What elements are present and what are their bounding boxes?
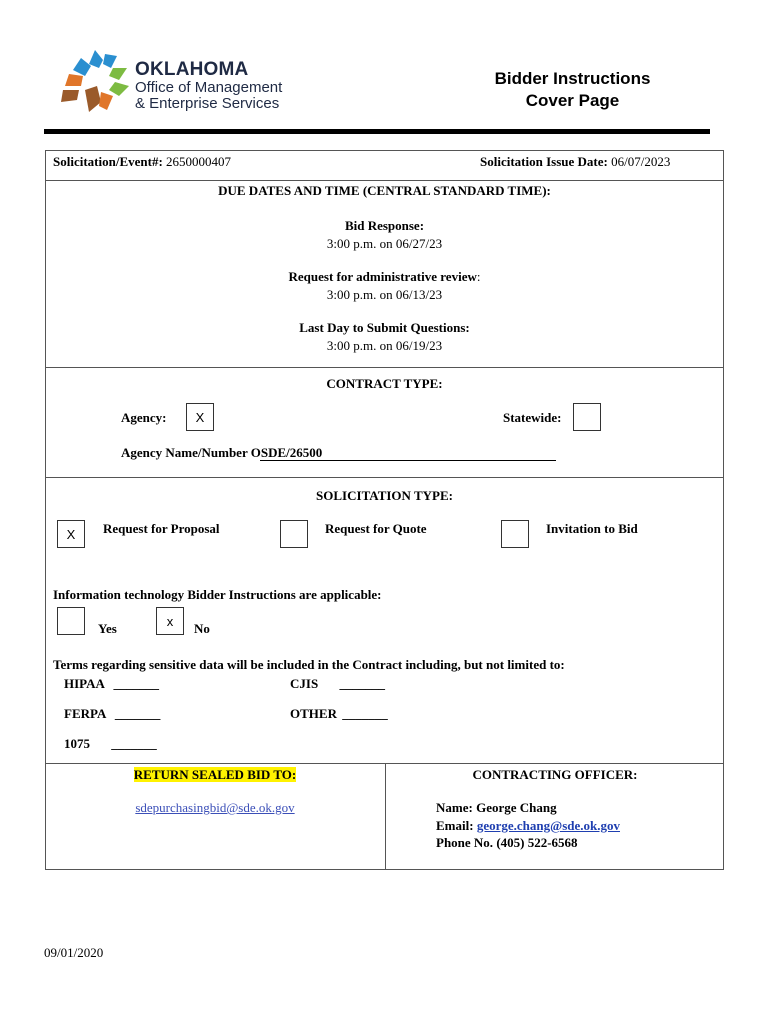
ferpa-label: FERPA [64, 706, 106, 721]
agency-label: Agency: [121, 410, 167, 425]
officer-phone-value: (405) 522-6568 [496, 835, 578, 850]
sensitive-item [290, 706, 388, 722]
sensitive-item [64, 736, 157, 752]
rfp-checkbox[interactable]: X [57, 520, 85, 548]
officer-email [436, 818, 620, 834]
solicitation-event [53, 154, 231, 170]
oklahoma-star-logo-icon [55, 46, 133, 118]
officer-name-label: Name: [436, 800, 473, 815]
revision-date: 09/01/2020 [44, 945, 104, 960]
it-yes-label: Yes [98, 621, 117, 636]
solicitation-event-number: 2650000407 [166, 154, 232, 169]
issue-date-value: 06/07/2023 [611, 154, 671, 169]
contracting-officer-heading: CONTRACTING OFFICER: [472, 767, 638, 782]
itb-label: Invitation to Bid [546, 521, 638, 536]
contract-type-heading: CONTRACT TYPE: [326, 376, 443, 391]
officer-phone [436, 835, 578, 851]
officer-name-value: George Chang [476, 800, 557, 815]
rfq-label: Request for Quote [325, 521, 427, 536]
agency-checkbox[interactable]: X [186, 403, 214, 431]
statewide-checkbox[interactable] [573, 403, 601, 431]
omes-logo [55, 46, 315, 118]
agency-name-number [121, 445, 322, 461]
questions-value: 3:00 p.m. on 06/19/23 [326, 338, 443, 353]
it-no-label: No [194, 621, 210, 636]
logo-state-name: OKLAHOMA [135, 59, 249, 80]
bid-response-label: Bid Response: [344, 218, 425, 233]
officer-name [436, 800, 557, 816]
due-dates-heading: DUE DATES AND TIME (CENTRAL STANDARD TIME): [218, 183, 551, 198]
return-bid-heading-wrap [45, 767, 385, 783]
officer-email-link[interactable]: george.chang@sde.ok.gov [476, 818, 620, 833]
questions-label: Last Day to Submit Questions: [299, 320, 470, 335]
document-title-line-1: Bidder Instructions [494, 69, 651, 88]
return-bid-heading: RETURN SEALED BID TO: [133, 767, 297, 782]
rfp-label: Request for Proposal [103, 521, 220, 536]
it-yes-checkbox[interactable] [57, 607, 85, 635]
sensitive-item [64, 676, 159, 692]
agency-name-underline [260, 460, 556, 461]
irs-1075-blank: _______ [111, 736, 157, 751]
divider-due-dates [45, 367, 724, 368]
return-bid-email-link[interactable]: sdepurchasingbid@sde.ok.gov [135, 800, 295, 815]
form-frame [45, 150, 724, 870]
issue-date-label: Solicitation Issue Date: [480, 154, 608, 169]
hipaa-label: HIPAA [64, 676, 105, 691]
officer-email-label: Email: [436, 818, 474, 833]
admin-review-colon: : [476, 269, 481, 284]
agency-name-label: Agency Name/Number [121, 445, 248, 460]
irs-1075-label: 1075 [64, 736, 90, 751]
solicitation-event-label: Solicitation/Event#: [53, 154, 163, 169]
bid-response-value: 3:00 p.m. on 06/27/23 [326, 236, 443, 251]
cjis-label: CJIS [290, 676, 319, 691]
sensitive-item [64, 706, 160, 722]
admin-review-label: Request for administrative review [288, 269, 477, 284]
divider-solicitation [45, 180, 724, 181]
header-rule [44, 129, 710, 134]
it-instructions-question: Information technology Bidder Instructions are applicable: [53, 587, 382, 602]
hipaa-blank: _______ [113, 676, 159, 691]
logo-wordmark [135, 60, 282, 112]
officer-phone-label: Phone No. [436, 835, 494, 850]
admin-review-value: 3:00 p.m. on 06/13/23 [326, 287, 443, 302]
logo-line-1: Office of Management [135, 79, 283, 96]
sensitive-data-question: Terms regarding sensitive data will be included in the Contract including, but not limited to: [53, 657, 565, 672]
ferpa-blank: _______ [114, 706, 161, 721]
rfq-checkbox[interactable] [280, 520, 308, 548]
document-title [470, 68, 675, 112]
it-no-checkbox[interactable]: x [156, 607, 184, 635]
cjis-blank: _______ [339, 676, 385, 691]
statewide-label: Statewide: [503, 410, 562, 425]
itb-checkbox[interactable] [501, 520, 529, 548]
agency-name-value: OSDE/26500 [250, 445, 323, 460]
logo-line-2: & Enterprise Services [135, 95, 280, 112]
admin-review [45, 269, 724, 285]
solicitation-type-heading: SOLICITATION TYPE: [316, 488, 453, 503]
solicitation-issue-date [480, 154, 670, 170]
sensitive-item [290, 676, 385, 692]
divider-contract-type [45, 477, 724, 478]
other-blank: _______ [342, 706, 388, 721]
document-title-line-2: Cover Page [525, 91, 620, 110]
return-bid-email-wrap [45, 800, 385, 816]
other-label: OTHER [290, 706, 337, 721]
